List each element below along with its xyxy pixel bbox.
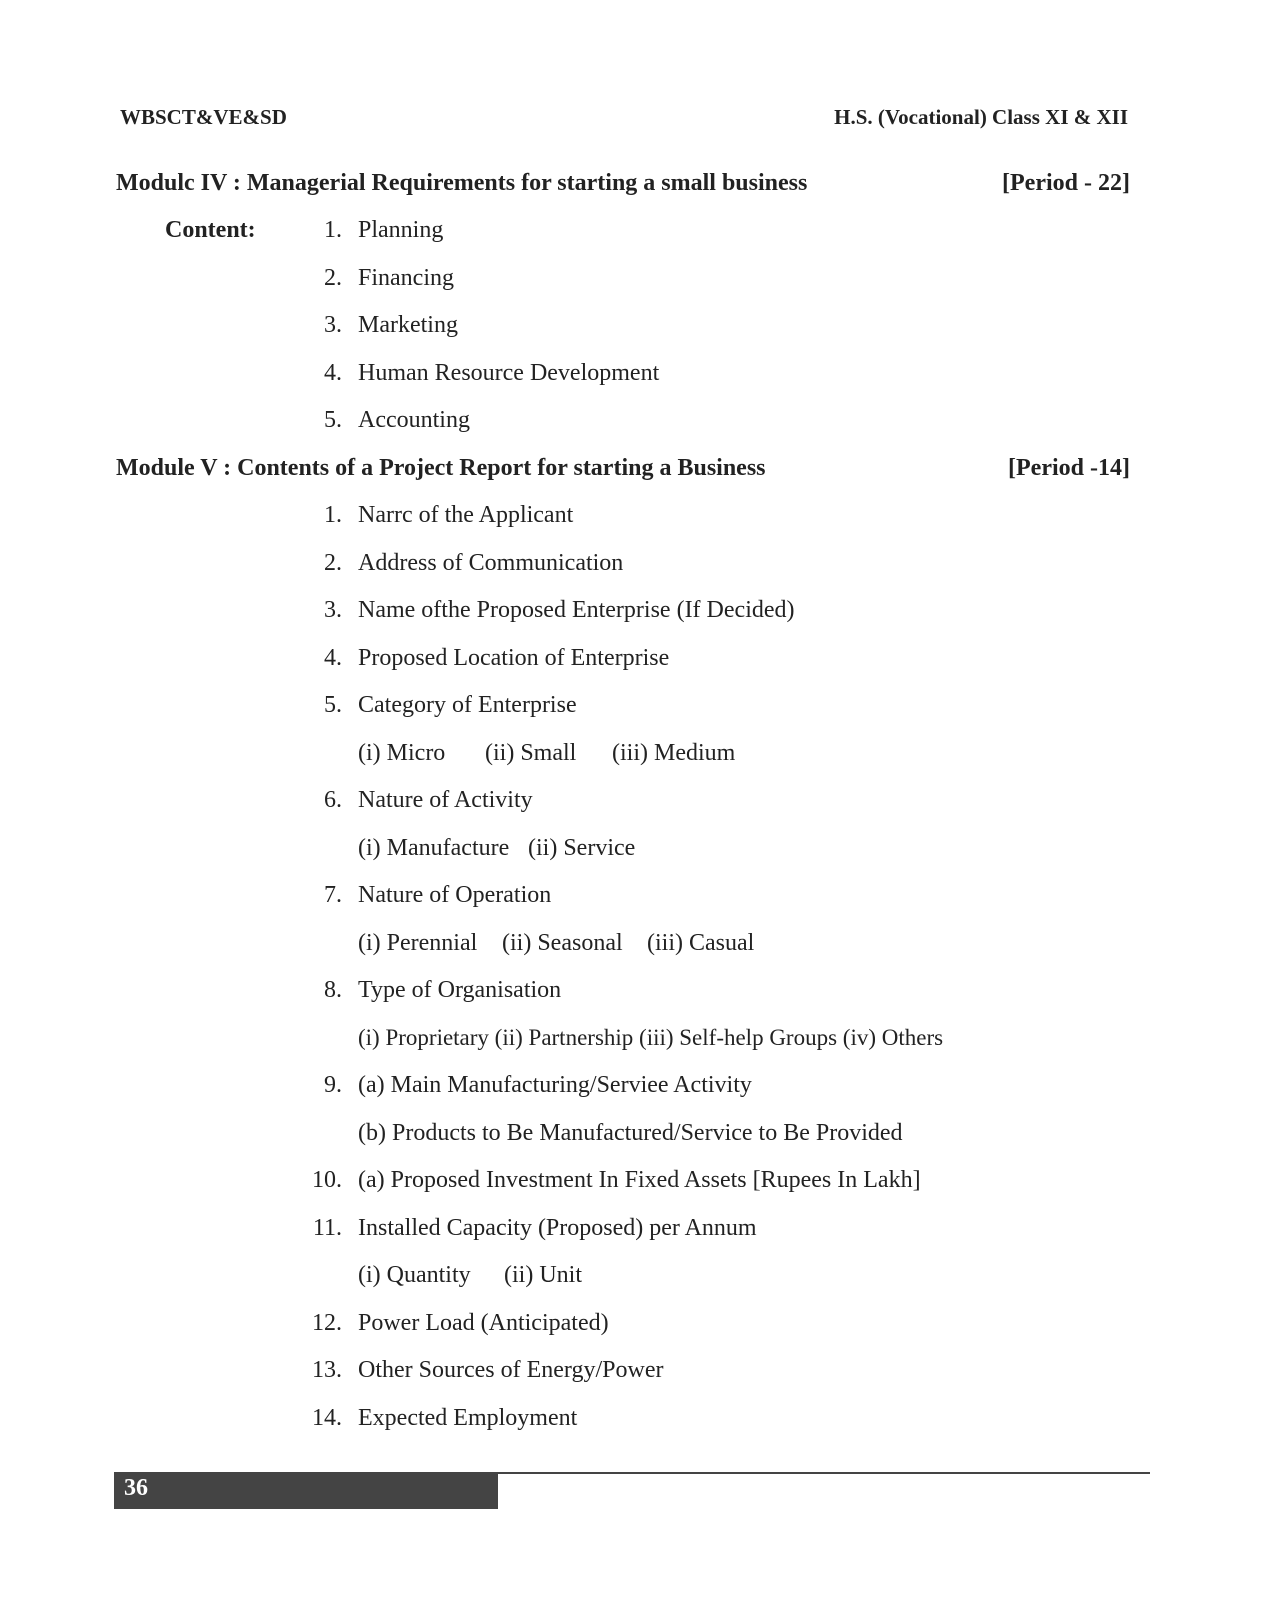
list-item: Other Sources of Energy/Power bbox=[358, 1357, 664, 1383]
list-item-number: 13. bbox=[312, 1357, 342, 1383]
list-item-number: 10. bbox=[312, 1167, 342, 1193]
sub-item-products: (b) Products to Be Manufactured/Service to Be Provided bbox=[358, 1120, 903, 1146]
footer-page-band bbox=[114, 1473, 498, 1509]
module-5-title: Module V : Contents of a Project Report for starting a Business bbox=[116, 455, 766, 481]
page-number: 36 bbox=[124, 1475, 148, 1501]
sub-option: (ii) Unit bbox=[504, 1262, 582, 1288]
sub-option: (iii) Medium bbox=[612, 740, 736, 766]
running-header-left: WBSCT&VE&SD bbox=[120, 105, 287, 129]
list-item: (a) Main Manufacturing/Serviee Activity bbox=[358, 1072, 752, 1098]
list-item: Financing bbox=[358, 265, 454, 291]
list-item: Planning bbox=[358, 217, 444, 243]
list-item-number: 12. bbox=[312, 1310, 342, 1336]
module-4-title: Modulc IV : Managerial Requirements for starting a small business bbox=[116, 170, 808, 196]
list-item: (a) Proposed Investment In Fixed Assets [Rupees In Lakh] bbox=[358, 1167, 921, 1193]
sub-option: (ii) Small bbox=[485, 740, 577, 766]
list-item: Marketing bbox=[358, 312, 458, 338]
sub-option: (i) Perennial bbox=[358, 930, 478, 956]
content-label: Content: bbox=[165, 217, 256, 243]
list-item: Human Resource Development bbox=[358, 360, 660, 386]
sub-options-category bbox=[358, 740, 735, 767]
list-item: Nature of Operation bbox=[358, 882, 552, 908]
module-5-period: [Period -14] bbox=[1008, 455, 1130, 481]
list-item: Proposed Location of Enterprise bbox=[358, 645, 670, 671]
sub-options-organisation: (i) Proprietary (ii) Partnership (iii) Self-help Groups (iv) Others bbox=[358, 1025, 944, 1050]
list-item: Category of Enterprise bbox=[358, 692, 577, 718]
list-item: Installed Capacity (Proposed) per Annum bbox=[358, 1215, 757, 1241]
sub-option: (i) Micro bbox=[358, 740, 446, 766]
list-item-number: 1. bbox=[324, 502, 342, 528]
list-item-number: 4. bbox=[324, 645, 342, 671]
list-item: Nature of Activity bbox=[358, 787, 533, 813]
list-item: Type of Organisation bbox=[358, 977, 562, 1003]
list-item-number: 5. bbox=[324, 692, 342, 718]
list-item-number: 6. bbox=[324, 787, 342, 813]
list-item-number: 14. bbox=[312, 1405, 342, 1431]
list-item-number: 1. bbox=[324, 217, 342, 243]
list-item-number: 4. bbox=[324, 360, 342, 386]
list-item: Expected Employment bbox=[358, 1405, 578, 1431]
sub-options-capacity bbox=[358, 1262, 582, 1289]
sub-option: (ii) Seasonal bbox=[502, 930, 623, 956]
sub-option: (iii) Casual bbox=[647, 930, 755, 956]
list-item-number: 2. bbox=[324, 550, 342, 576]
list-item-number: 7. bbox=[324, 882, 342, 908]
sub-option: (i) Quantity bbox=[358, 1262, 471, 1288]
list-item-number: 5. bbox=[324, 407, 342, 433]
list-item-number: 8. bbox=[324, 977, 342, 1003]
list-item-number: 3. bbox=[324, 597, 342, 623]
running-header-right: H.S. (Vocational) Class XI & XII bbox=[834, 105, 1128, 129]
list-item: Accounting bbox=[358, 407, 470, 433]
module-4-period: [Period - 22] bbox=[1002, 170, 1130, 196]
list-item: Address of Communication bbox=[358, 550, 624, 576]
sub-options-activity bbox=[358, 835, 635, 862]
list-item: Narrc of the Applicant bbox=[358, 502, 574, 528]
sub-option: (ii) Service bbox=[528, 835, 636, 861]
list-item-number: 3. bbox=[324, 312, 342, 338]
list-item-number: 9. bbox=[324, 1072, 342, 1098]
list-item: Power Load (Anticipated) bbox=[358, 1310, 609, 1336]
list-item-number: 11. bbox=[312, 1215, 342, 1241]
list-item: Name ofthe Proposed Enterprise (If Decided) bbox=[358, 597, 795, 623]
sub-options-operation bbox=[358, 930, 754, 957]
sub-option: (i) Manufacture bbox=[358, 835, 510, 861]
list-item-number: 2. bbox=[324, 265, 342, 291]
